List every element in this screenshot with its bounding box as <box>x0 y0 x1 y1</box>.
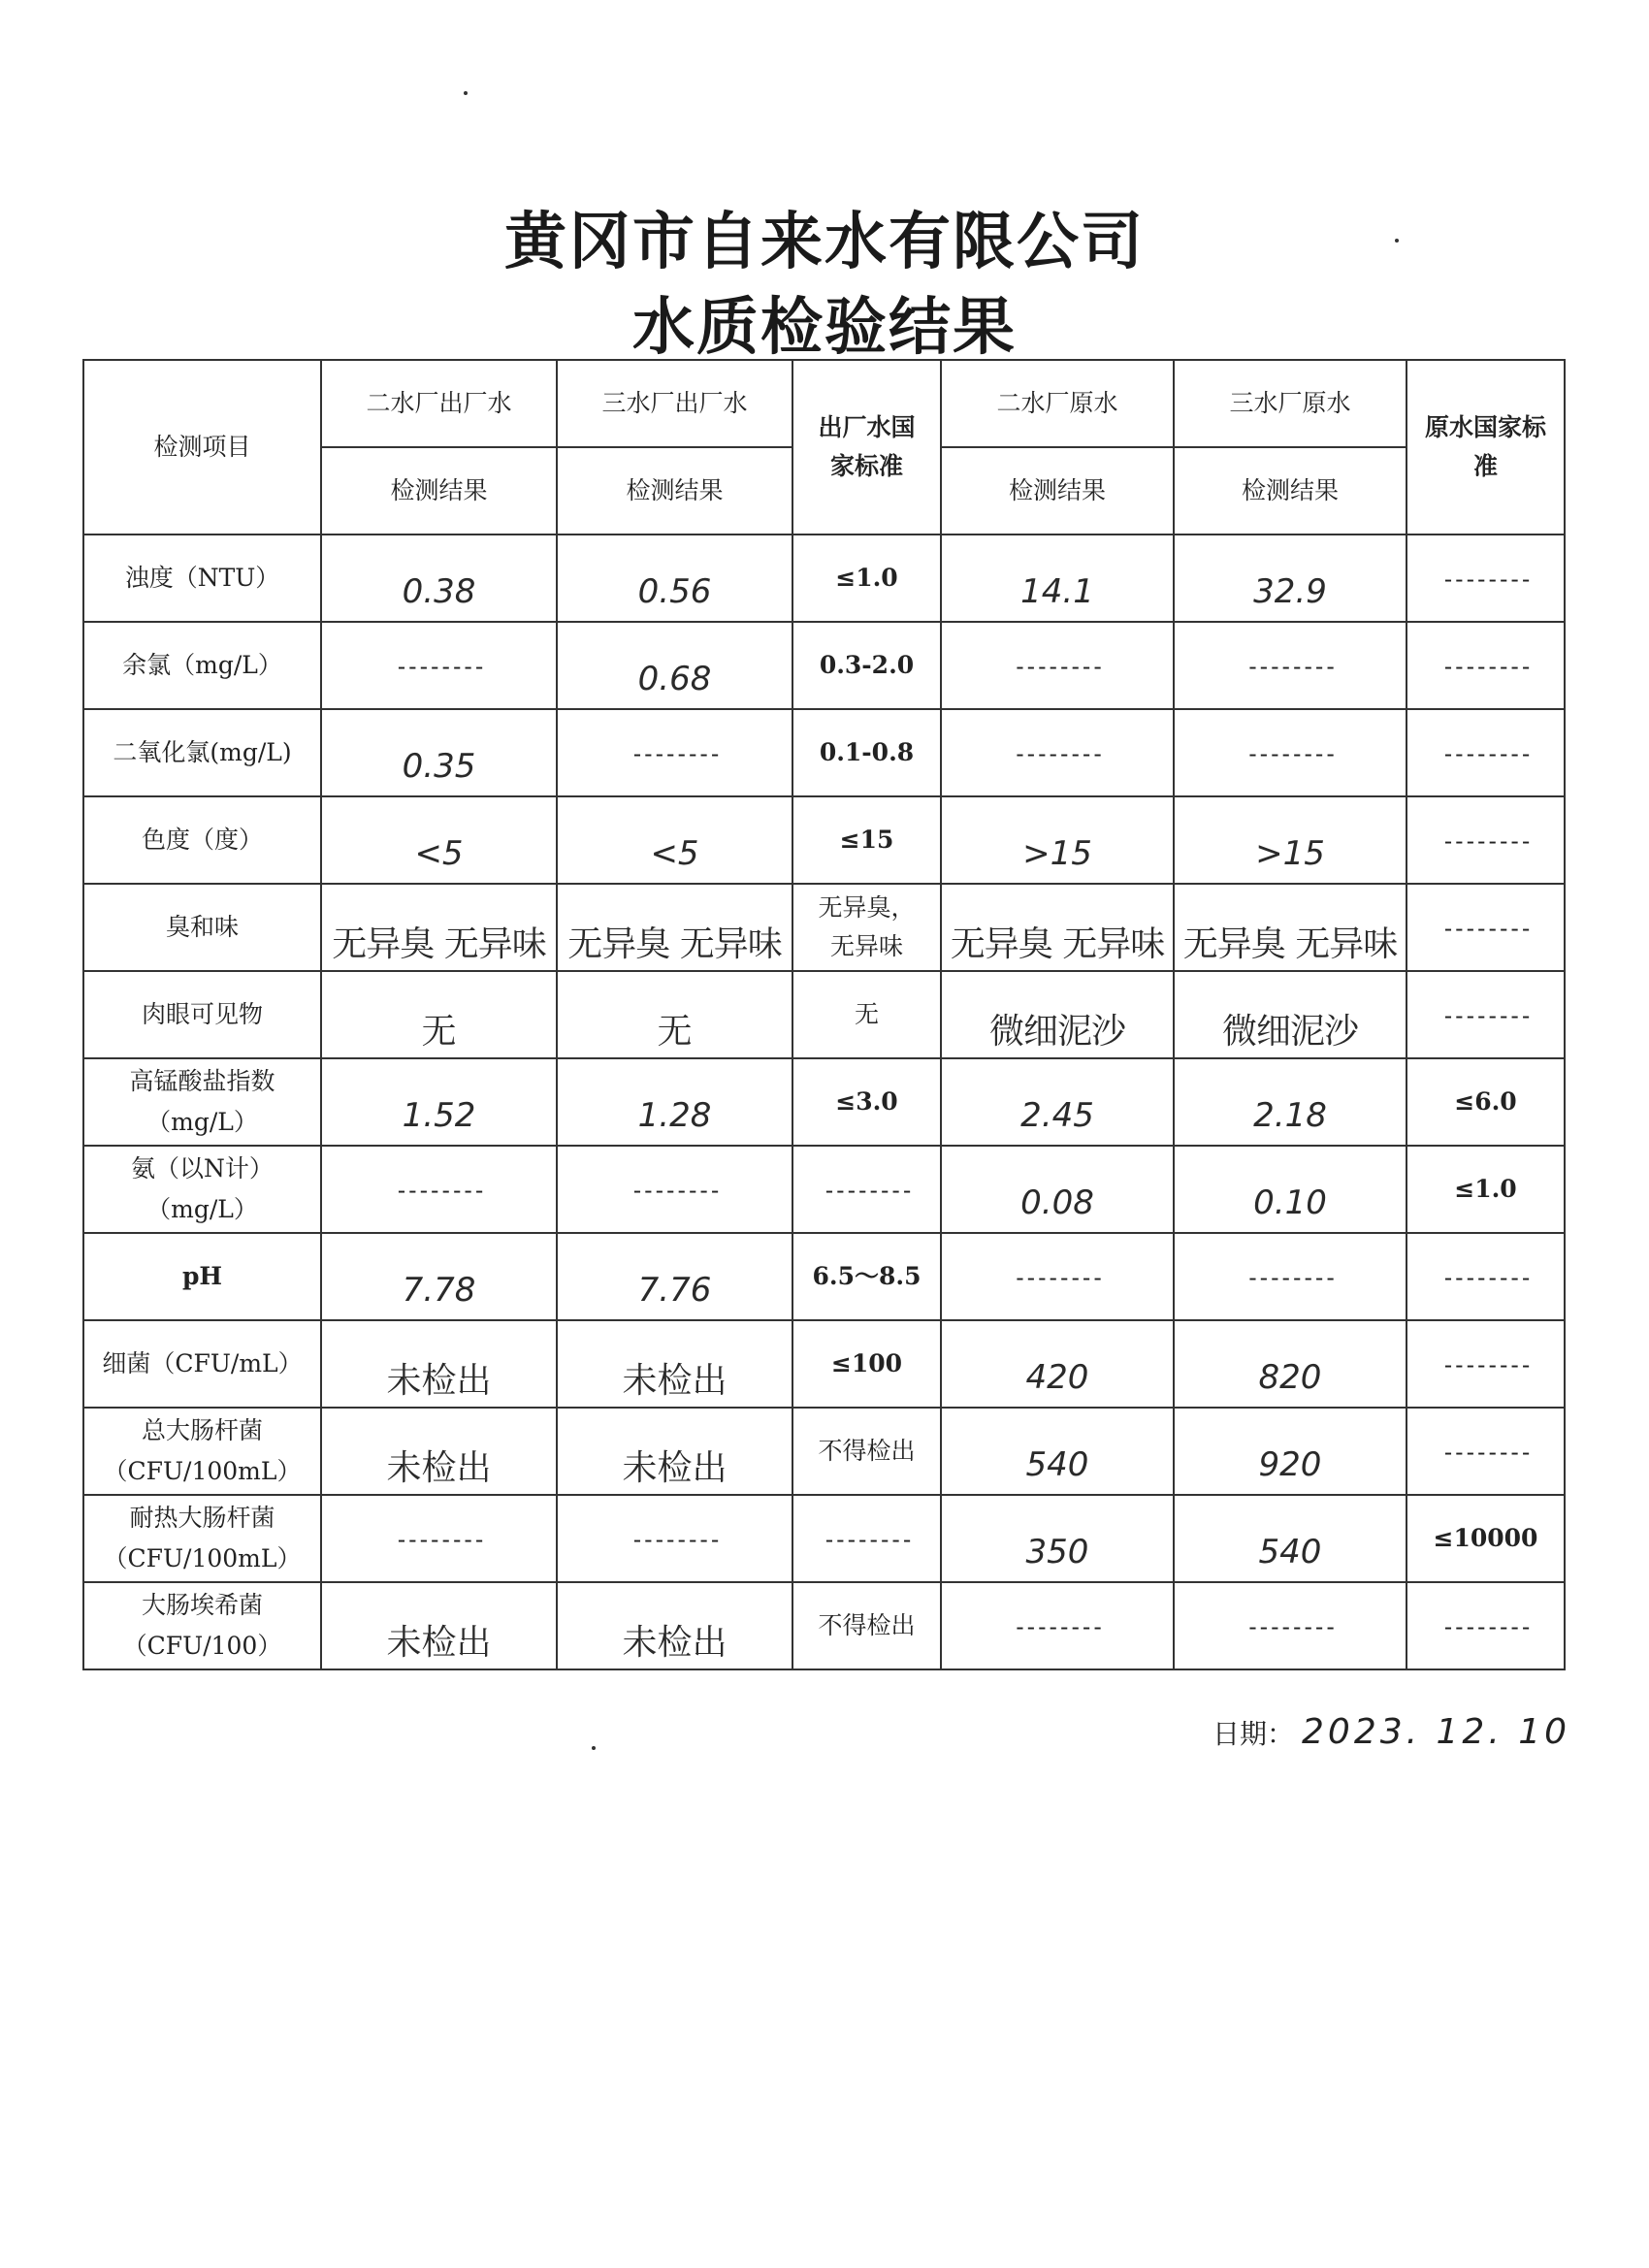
cell-item-value: 色度（度） <box>141 826 263 854</box>
cell-raw-standard <box>1406 709 1565 796</box>
cell-item <box>83 884 321 971</box>
cell-plant3-out-value: <5 <box>650 834 699 873</box>
cell-plant3-raw <box>1174 1582 1406 1669</box>
cell-raw-standard <box>1406 971 1565 1058</box>
cell-raw-standard-value: -------- <box>1440 565 1531 593</box>
cell-plant2-out-value: 无 <box>421 1011 457 1052</box>
cell-out-standard-value: 不得检出 <box>818 1611 916 1639</box>
cell-plant2-out <box>321 622 557 709</box>
table-row <box>83 1058 1565 1146</box>
cell-item <box>83 709 321 796</box>
cell-plant2-raw <box>941 1058 1174 1146</box>
cell-plant3-out <box>557 622 792 709</box>
cell-plant3-out-value: 未检出 <box>622 1447 728 1488</box>
cell-item-value: pH <box>181 1262 223 1290</box>
cell-plant3-out-value: -------- <box>630 1525 720 1553</box>
cell-item-value: 耐热大肠杆菌（CFU/100mL） <box>103 1504 302 1572</box>
cell-raw-standard-value: -------- <box>1440 652 1531 680</box>
cell-out-standard-value: -------- <box>822 1176 912 1204</box>
cell-plant3-raw-value: 微细泥沙 <box>1221 1011 1358 1052</box>
header-out-standard: 出厂水国家标准 <box>792 360 941 535</box>
cell-plant2-out-value: -------- <box>394 652 484 680</box>
cell-item-value: 余氯（mg/L） <box>122 651 282 679</box>
cell-raw-standard <box>1406 1058 1565 1146</box>
cell-plant2-out-value: -------- <box>394 1525 484 1553</box>
cell-plant3-out <box>557 709 792 796</box>
date-label: 日期： <box>1212 1718 1295 1750</box>
header-raw-standard: 原水国家标准 <box>1406 360 1565 535</box>
cell-out-standard <box>792 1146 941 1233</box>
cell-raw-standard <box>1406 1146 1565 1233</box>
cell-raw-standard-value: -------- <box>1440 1001 1531 1029</box>
header-row-1 <box>83 360 1565 447</box>
cell-out-standard-value: ≤3.0 <box>835 1087 898 1116</box>
date-value: 2023. 12. 10 <box>1302 1712 1571 1752</box>
cell-plant3-out-value: -------- <box>630 1176 720 1204</box>
cell-out-standard-value: 0.1-0.8 <box>819 738 915 766</box>
water-quality-table <box>82 359 1566 1670</box>
cell-plant2-raw <box>941 1408 1174 1495</box>
table-row <box>83 971 1565 1058</box>
cell-plant2-raw-value: -------- <box>1013 652 1102 680</box>
cell-raw-standard <box>1406 1233 1565 1320</box>
cell-out-standard <box>792 971 941 1058</box>
cell-plant2-out <box>321 1408 557 1495</box>
cell-out-standard <box>792 709 941 796</box>
cell-item-value: 浊度（NTU） <box>124 564 280 592</box>
cell-plant2-raw <box>941 1495 1174 1582</box>
cell-plant3-raw <box>1174 971 1406 1058</box>
table-row <box>83 535 1565 622</box>
cell-plant3-raw-value: -------- <box>1245 1612 1335 1640</box>
cell-plant2-raw-value: 2.45 <box>1020 1096 1094 1135</box>
cell-out-standard <box>792 1582 941 1669</box>
table-row <box>83 622 1565 709</box>
cell-plant2-raw <box>941 796 1174 884</box>
cell-out-standard-value: 6.5～8.5 <box>812 1262 922 1290</box>
cell-plant2-raw-value: 0.08 <box>1020 1183 1094 1222</box>
cell-plant3-raw-value: 32.9 <box>1253 572 1327 611</box>
cell-plant2-out <box>321 1233 557 1320</box>
cell-plant3-out <box>557 1233 792 1320</box>
cell-raw-standard-value: -------- <box>1440 826 1531 855</box>
cell-out-standard <box>792 535 941 622</box>
cell-plant2-out-value: 未检出 <box>386 1622 492 1663</box>
cell-plant2-out-value: -------- <box>394 1176 484 1204</box>
cell-item <box>83 971 321 1058</box>
cell-item <box>83 1146 321 1233</box>
cell-plant3-raw <box>1174 1495 1406 1582</box>
cell-plant3-raw <box>1174 1058 1406 1146</box>
table-row <box>83 1495 1565 1582</box>
header-plant3-raw: 三水厂原水 <box>1174 360 1406 447</box>
cell-out-standard-value: 不得检出 <box>818 1437 916 1465</box>
cell-item <box>83 1495 321 1582</box>
header-plant2-raw: 二水厂原水 <box>941 360 1174 447</box>
cell-plant3-out <box>557 884 792 971</box>
cell-raw-standard <box>1406 1408 1565 1495</box>
cell-plant3-out-value: 无异臭 无异味 <box>567 923 782 964</box>
cell-plant3-raw <box>1174 1320 1406 1408</box>
cell-plant3-raw-value: -------- <box>1245 652 1335 680</box>
cell-item-value: 二氧化氯(mg/L) <box>113 738 292 766</box>
cell-plant3-raw-value: -------- <box>1245 739 1335 767</box>
cell-plant3-out-value: 未检出 <box>622 1622 728 1663</box>
cell-out-standard-value: 无 <box>854 1000 879 1028</box>
cell-plant2-raw-value: -------- <box>1013 1612 1102 1640</box>
cell-item <box>83 1058 321 1146</box>
cell-plant3-out-value: 1.28 <box>637 1096 712 1135</box>
cell-plant3-out-value: 0.68 <box>637 660 712 698</box>
cell-raw-standard <box>1406 796 1565 884</box>
cell-plant2-raw-value: 无异臭 无异味 <box>950 923 1165 964</box>
header-item: 检测项目 <box>83 360 321 535</box>
header-result: 检测结果 <box>557 447 792 535</box>
table-row <box>83 1320 1565 1408</box>
header-plant3-out: 三水厂出厂水 <box>557 360 792 447</box>
cell-plant2-raw <box>941 1233 1174 1320</box>
cell-plant2-out <box>321 1058 557 1146</box>
cell-plant2-raw <box>941 884 1174 971</box>
cell-plant2-out <box>321 796 557 884</box>
table-row <box>83 1146 1565 1233</box>
cell-plant2-raw <box>941 535 1174 622</box>
cell-plant2-out <box>321 884 557 971</box>
cell-raw-standard-value: -------- <box>1440 1350 1531 1378</box>
cell-plant2-raw-value: 微细泥沙 <box>988 1011 1125 1052</box>
cell-plant2-out <box>321 1146 557 1233</box>
cell-plant2-out-value: 0.35 <box>402 747 476 786</box>
cell-plant3-raw <box>1174 1233 1406 1320</box>
cell-plant3-raw <box>1174 796 1406 884</box>
cell-plant3-raw <box>1174 709 1406 796</box>
table-row <box>83 884 1565 971</box>
report-date <box>1212 1712 1570 1752</box>
scan-speck <box>592 1746 596 1750</box>
cell-out-standard-value: ≤1.0 <box>835 564 898 592</box>
cell-plant2-out-value: 0.38 <box>402 572 476 611</box>
cell-plant2-out-value: 7.78 <box>402 1271 476 1310</box>
cell-plant3-out-value: 0.56 <box>637 572 712 611</box>
cell-item-value: 肉眼可见物 <box>141 1000 263 1028</box>
cell-plant3-raw <box>1174 884 1406 971</box>
cell-out-standard <box>792 1233 941 1320</box>
cell-item <box>83 1320 321 1408</box>
cell-item <box>83 1233 321 1320</box>
cell-plant2-raw-value: -------- <box>1013 739 1102 767</box>
cell-plant3-raw-value: 无异臭 无异味 <box>1182 923 1398 964</box>
company-title: 黄冈市自来水有限公司 <box>504 207 1145 278</box>
cell-out-standard-value: -------- <box>822 1525 912 1553</box>
cell-plant3-out-value: 无 <box>657 1011 693 1052</box>
cell-plant2-raw <box>941 1320 1174 1408</box>
cell-plant3-raw-value: 540 <box>1258 1533 1322 1571</box>
cell-plant2-raw-value: -------- <box>1013 1263 1102 1291</box>
cell-raw-standard <box>1406 884 1565 971</box>
cell-plant3-raw-value: -------- <box>1245 1263 1335 1291</box>
cell-plant3-raw <box>1174 622 1406 709</box>
cell-plant3-raw-value: 920 <box>1258 1445 1322 1484</box>
cell-plant2-out <box>321 709 557 796</box>
cell-plant3-out <box>557 1058 792 1146</box>
cell-plant2-out-value: 无异臭 无异味 <box>332 923 546 964</box>
table-row <box>83 796 1565 884</box>
cell-plant3-out <box>557 796 792 884</box>
cell-item <box>83 796 321 884</box>
header-result: 检测结果 <box>1174 447 1406 535</box>
cell-raw-standard <box>1406 622 1565 709</box>
table-row <box>83 1408 1565 1495</box>
cell-plant2-out-value: 1.52 <box>402 1096 476 1135</box>
cell-item-value: 总大肠杆菌（CFU/100mL） <box>103 1416 302 1485</box>
cell-raw-standard-value: ≤6.0 <box>1454 1087 1517 1116</box>
header-result: 检测结果 <box>941 447 1174 535</box>
cell-out-standard <box>792 622 941 709</box>
cell-item-value: 高锰酸盐指数（mg/L） <box>129 1067 275 1136</box>
cell-plant3-out <box>557 1320 792 1408</box>
cell-raw-standard-value: -------- <box>1440 914 1531 942</box>
cell-plant3-raw-value: 2.18 <box>1253 1096 1327 1135</box>
cell-plant2-raw-value: 540 <box>1025 1445 1089 1484</box>
cell-plant3-out <box>557 535 792 622</box>
cell-plant2-raw-value: 14.1 <box>1020 572 1094 611</box>
cell-plant3-raw <box>1174 535 1406 622</box>
cell-raw-standard <box>1406 1320 1565 1408</box>
cell-out-standard <box>792 1408 941 1495</box>
cell-item <box>83 1582 321 1669</box>
cell-out-standard <box>792 796 941 884</box>
cell-plant3-out <box>557 1582 792 1669</box>
cell-plant2-raw <box>941 709 1174 796</box>
cell-plant3-raw <box>1174 1146 1406 1233</box>
report-title: 水质检验结果 <box>632 292 1017 364</box>
cell-raw-standard-value: -------- <box>1440 739 1531 767</box>
cell-raw-standard-value: -------- <box>1440 1438 1531 1466</box>
cell-out-standard <box>792 884 941 971</box>
header-result: 检测结果 <box>321 447 557 535</box>
cell-plant2-raw-value: 420 <box>1025 1358 1089 1397</box>
cell-raw-standard-value: -------- <box>1440 1612 1531 1640</box>
cell-plant3-raw-value: 820 <box>1258 1358 1322 1397</box>
cell-item-value: 臭和味 <box>165 913 239 941</box>
cell-raw-standard <box>1406 1582 1565 1669</box>
cell-plant3-out <box>557 1495 792 1582</box>
cell-plant2-out <box>321 1582 557 1669</box>
cell-item <box>83 535 321 622</box>
cell-raw-standard <box>1406 1495 1565 1582</box>
cell-plant3-out <box>557 971 792 1058</box>
cell-plant2-out <box>321 1320 557 1408</box>
cell-out-standard <box>792 1495 941 1582</box>
cell-out-standard-value: 无异臭，无异味 <box>818 893 916 960</box>
cell-plant2-out-value: 未检出 <box>386 1360 492 1401</box>
cell-plant3-out <box>557 1408 792 1495</box>
cell-plant2-raw-value: 350 <box>1025 1533 1089 1571</box>
cell-item-value: 氨（以N计）（mg/L） <box>131 1154 274 1223</box>
cell-plant2-raw-value: >15 <box>1022 834 1092 873</box>
cell-item <box>83 1408 321 1495</box>
cell-out-standard-value: ≤15 <box>839 826 894 854</box>
cell-plant2-raw <box>941 971 1174 1058</box>
scan-speck <box>464 91 468 95</box>
cell-item-value: 细菌（CFU/mL） <box>102 1349 303 1377</box>
cell-plant3-raw-value: >15 <box>1255 834 1325 873</box>
cell-raw-standard-value: -------- <box>1440 1263 1531 1291</box>
cell-plant2-out <box>321 535 557 622</box>
cell-out-standard <box>792 1058 941 1146</box>
scan-speck <box>1395 239 1399 243</box>
cell-plant2-raw <box>941 1146 1174 1233</box>
cell-out-standard-value: 0.3-2.0 <box>819 651 915 679</box>
cell-out-standard-value: ≤100 <box>830 1349 903 1377</box>
cell-plant3-out-value: -------- <box>630 739 720 767</box>
table-row <box>83 709 1565 796</box>
cell-plant3-raw <box>1174 1408 1406 1495</box>
cell-raw-standard-value: ≤1.0 <box>1454 1175 1517 1203</box>
cell-plant3-raw-value: 0.10 <box>1253 1183 1327 1222</box>
cell-item <box>83 622 321 709</box>
cell-plant2-raw <box>941 622 1174 709</box>
cell-raw-standard-value: ≤10000 <box>1433 1524 1538 1552</box>
cell-plant3-out-value: 未检出 <box>622 1360 728 1401</box>
cell-out-standard <box>792 1320 941 1408</box>
cell-plant2-out-value: 未检出 <box>386 1447 492 1488</box>
cell-plant2-out-value: <5 <box>414 834 464 873</box>
cell-plant2-out <box>321 971 557 1058</box>
cell-plant2-raw <box>941 1582 1174 1669</box>
cell-plant3-out <box>557 1146 792 1233</box>
header-plant2-out: 二水厂出厂水 <box>321 360 557 447</box>
table-row <box>83 1582 1565 1669</box>
cell-raw-standard <box>1406 535 1565 622</box>
cell-item-value: 大肠埃希菌（CFU/100） <box>122 1591 282 1660</box>
table-row <box>83 1233 1565 1320</box>
cell-plant2-out <box>321 1495 557 1582</box>
cell-plant3-out-value: 7.76 <box>637 1271 712 1310</box>
